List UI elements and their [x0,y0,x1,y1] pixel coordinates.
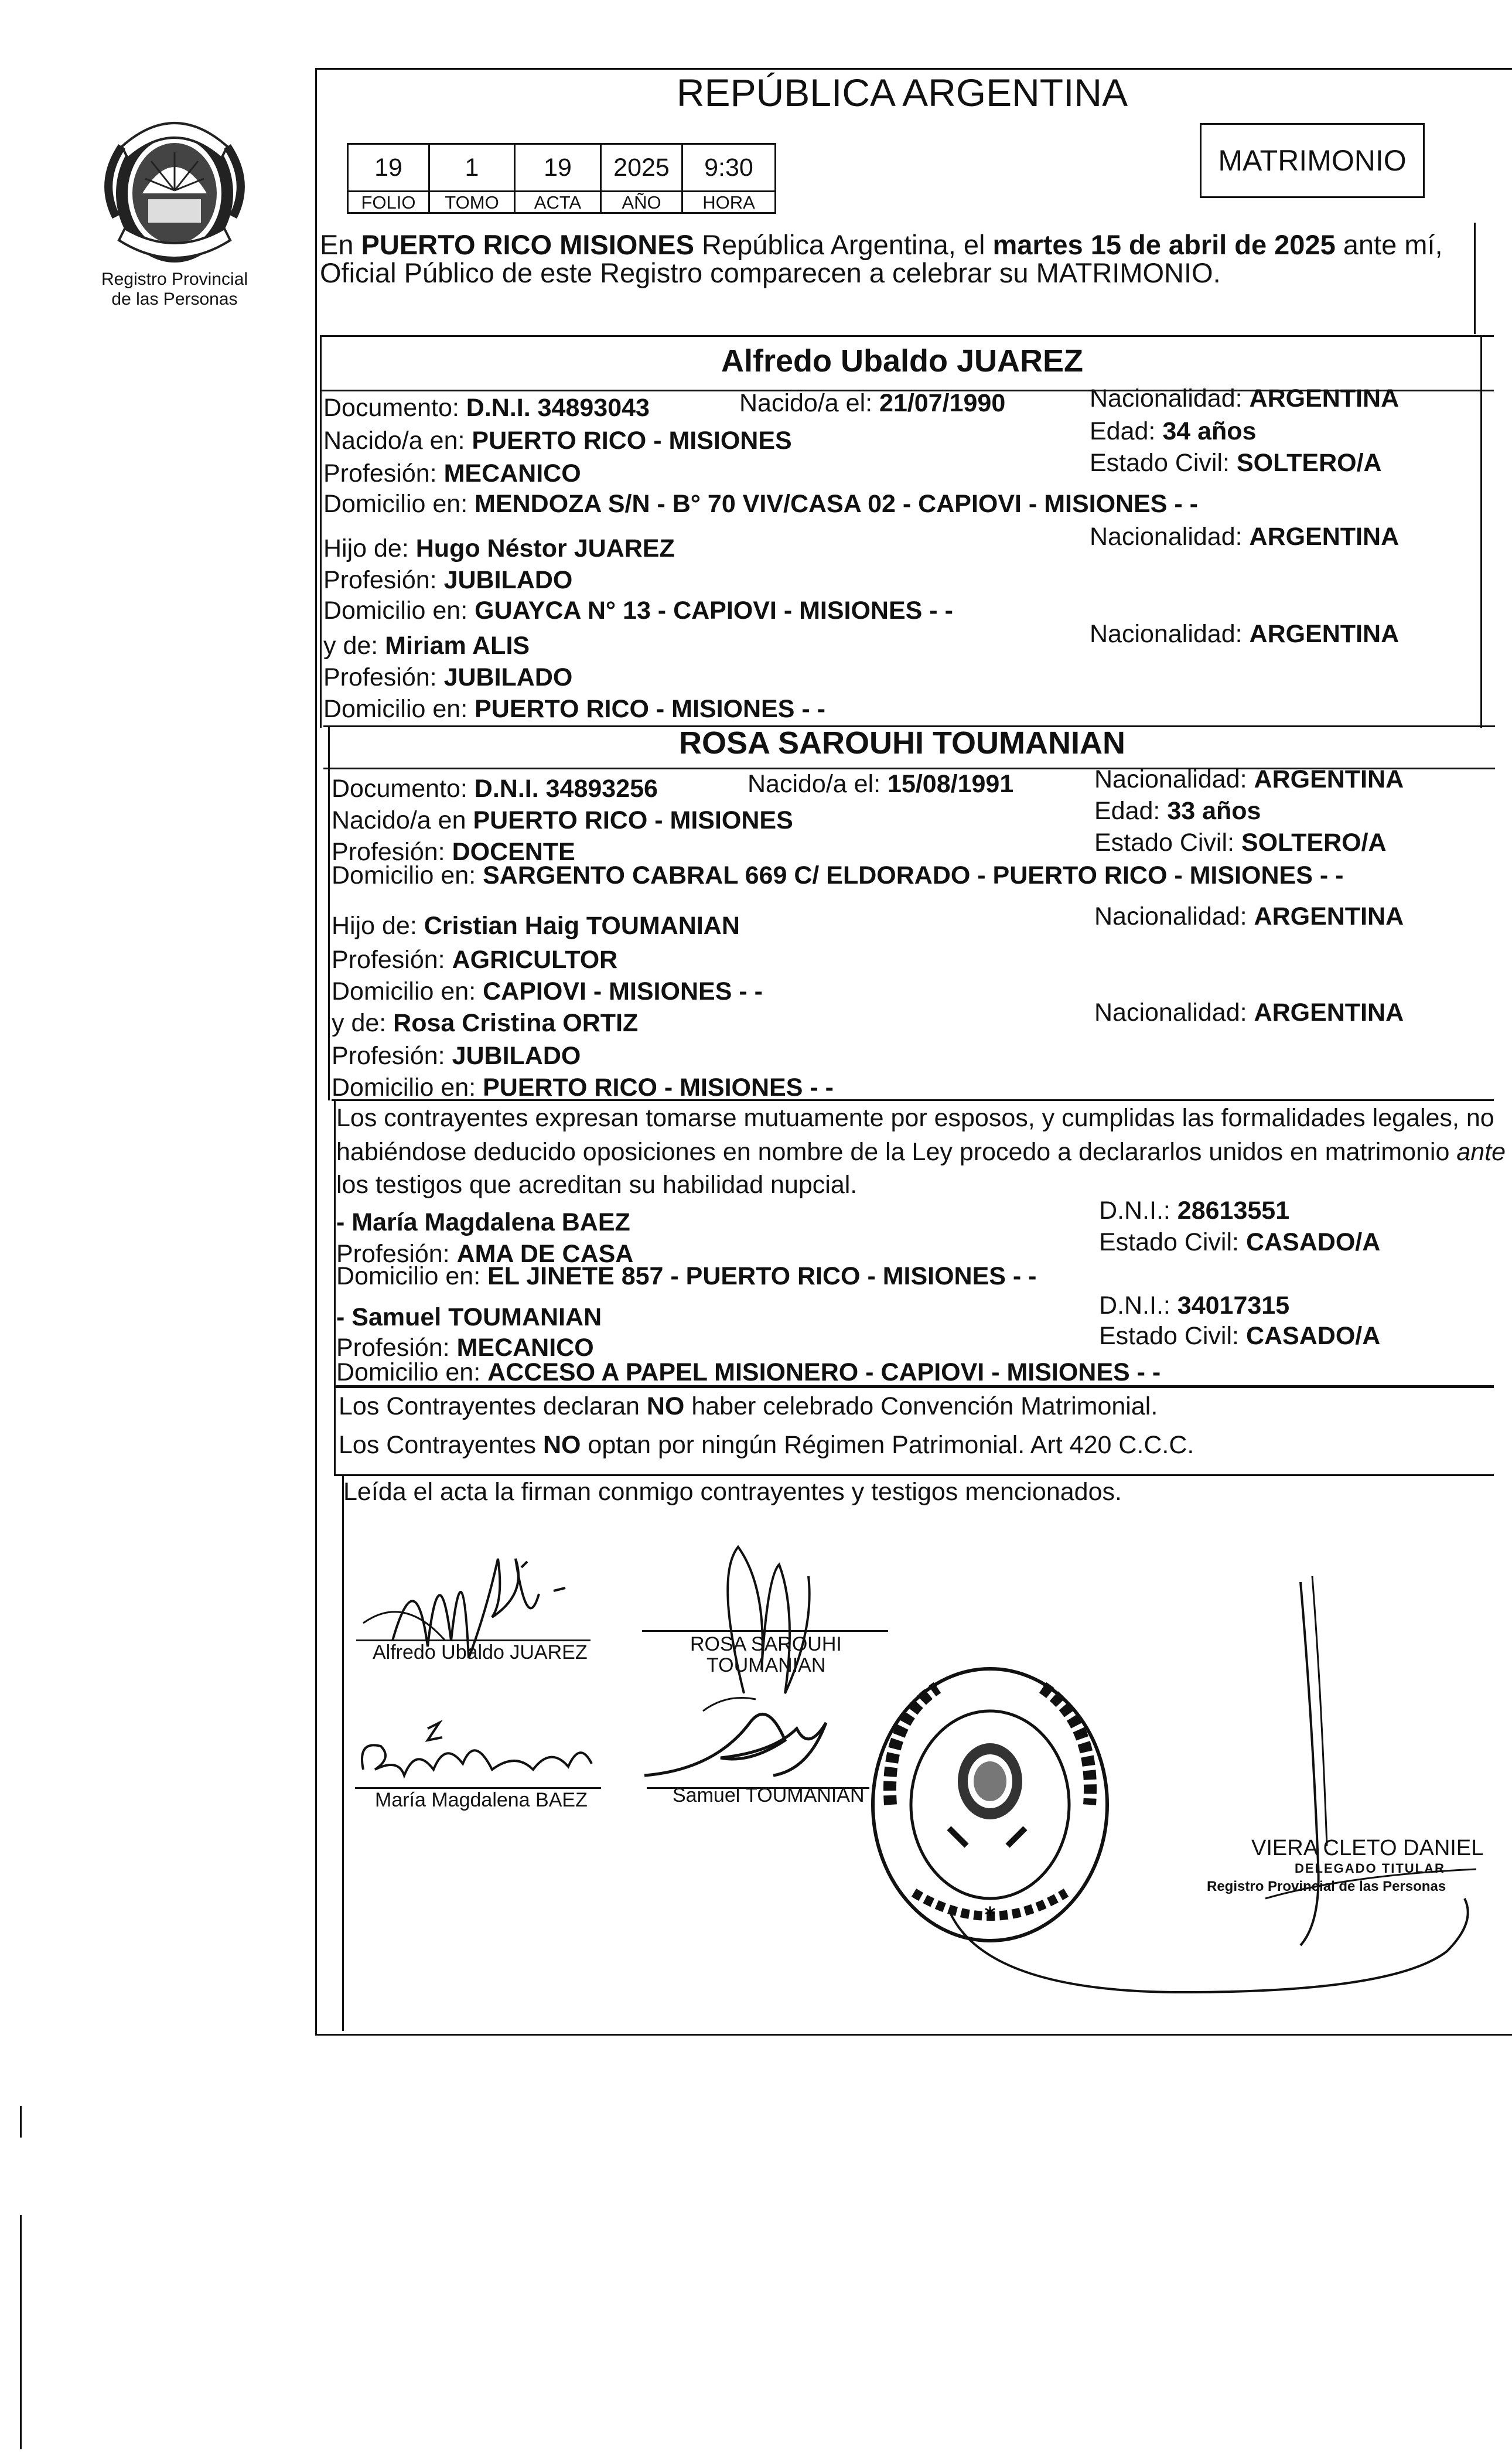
spouse1-father-profession: Profesión: JUBILADO [323,566,573,594]
registry-logo [87,105,262,275]
spouse2-profession: Profesión: DOCENTE [332,838,575,866]
scan-mark [20,2215,22,2449]
official-organization: Registro Provincial de las Personas [1207,1879,1446,1894]
declaration-line-1: Los contrayentes expresan tomarse mutuamente por esposos, y cumplidas las formalidades legales, no [336,1104,1494,1132]
convention-statement: Los Contrayentes declaran NO haber celebrado Convención Matrimonial. [339,1392,1158,1420]
hora-value: 9:30 [681,143,776,192]
section-border [328,725,330,1100]
hora-label: HORA [681,190,776,214]
witness2-address: Domicilio en: ACCESO A PAPEL MISIONERO - CAPIOVI - MISIONES - - [336,1358,1161,1386]
spouse1-nationality: Nacionalidad: ARGENTINA [1090,384,1400,413]
official-signature [890,1570,1494,2004]
registry-line-1: Registro Provincial [101,270,248,289]
divider [332,1099,1494,1101]
signature-label-3: María Magdalena BAEZ [375,1789,588,1811]
spouse2-name: ROSA SAROUHI TOUMANIAN [678,725,1125,761]
spouse2-father-profession: Profesión: AGRICULTOR [332,946,618,974]
witness2-profession: Profesión: MECANICO [336,1334,594,1362]
divider [334,1474,1494,1476]
section-border [334,1099,336,1474]
witness1-profession: Profesión: AMA DE CASA [336,1240,634,1268]
acta-label: ACTA [514,190,602,214]
spouse2-birthplace: Nacido/a en PUERTO RICO - MISIONES [332,806,793,834]
intro-text-c: ante mí, [1335,229,1443,260]
intro-date: martes 15 de abril de 2025 [992,229,1336,260]
signature-label-2b: TOUMANIAN [706,1654,826,1676]
signature-label-4: Samuel TOUMANIAN [673,1784,865,1806]
scan-mark [20,2106,22,2138]
intro-line-1 [320,230,1443,260]
signature-alfredo [351,1523,598,1676]
spouse2-mother-nationality: Nacionalidad: ARGENTINA [1094,998,1404,1027]
spouse1-document: Documento: D.N.I. 34893043 [323,394,650,422]
intro-text-a: En [320,229,361,260]
folio-label: FOLIO [347,190,430,214]
spouse1-birthplace: Nacido/a en: PUERTO RICO - MISIONES [323,427,792,455]
spouse2-document: Documento: D.N.I. 34893256 [332,775,658,803]
act-type-box: MATRIMONIO [1200,123,1425,198]
province-shield-icon [87,105,262,275]
spouse1-mother-nationality: Nacionalidad: ARGENTINA [1090,620,1400,648]
intro-line-2: Oficial Público de este Registro comparecen a celebrar su MATRIMONIO. [320,257,1221,288]
signature-label-1: Alfredo Ubaldo JUAREZ [373,1641,588,1664]
witness1-dni: D.N.I.: 28613551 [1099,1197,1290,1225]
divider [334,1385,1494,1388]
intro-place: PUERTO RICO MISIONES [361,229,694,260]
acta-value: 19 [514,143,602,192]
section-border [1480,335,1482,728]
section-border [320,335,322,728]
spouse1-mother-profession: Profesión: JUBILADO [323,663,573,691]
folio-value: 19 [347,143,430,192]
witness1-name: - María Magdalena BAEZ [336,1208,630,1236]
spouse1-name: Alfredo Ubaldo JUAREZ [721,343,1084,379]
regime-statement: Los Contrayentes NO optan por ningún Régimen Patrimonial. Art 420 C.C.C. [339,1431,1194,1459]
signature-label-2a: ROSA SAROUHI [690,1633,842,1655]
ano-value: 2025 [600,143,683,192]
spouse2-father-address: Domicilio en: CAPIOVI - MISIONES - - [332,977,763,1005]
witness2-civil-status: Estado Civil: CASADO/A [1099,1322,1381,1350]
registry-name [69,270,280,309]
spouse1-father-address: Domicilio en: GUAYCA N° 13 - CAPIOVI - MISIONES - - [323,596,953,625]
spouse2-father: Hijo de: Cristian Haig TOUMANIAN [332,912,740,940]
spouse2-father-nationality: Nacionalidad: ARGENTINA [1094,902,1404,930]
svg-text:*: * [984,1903,996,1927]
spouse2-nationality: Nacionalidad: ARGENTINA [1094,765,1404,793]
tomo-value: 1 [428,143,516,192]
divider [320,335,1494,337]
spouse1-mother-address: Domicilio en: PUERTO RICO - MISIONES - - [323,695,825,723]
document-title: REPÚBLICA ARGENTINA [676,71,1128,114]
official-role: DELEGADO TITULAR [1295,1861,1445,1876]
witness2-dni: D.N.I.: 34017315 [1099,1291,1290,1320]
spouse2-mother-profession: Profesión: JUBILADO [332,1042,581,1070]
tomo-label: TOMO [428,190,516,214]
spouse1-birthdate: Nacido/a el: 21/07/1990 [739,389,1006,417]
right-edge-mark [1474,223,1476,334]
spouse1-father: Hijo de: Hugo Néstor JUAREZ [323,534,675,563]
spouse1-mother: y de: Miriam ALIS [323,632,530,660]
spouse2-age: Edad: 33 años [1094,797,1261,825]
spouse1-address: Domicilio en: MENDOZA S/N - B° 70 VIV/CASA 02 - CAPIOVI - MISIONES - - [323,490,1198,518]
spouse2-mother: y de: Rosa Cristina ORTIZ [332,1009,639,1037]
witness2-name: - Samuel TOUMANIAN [336,1303,602,1331]
declaration-line-3: los testigos que acreditan su habilidad nupcial. [336,1171,858,1199]
intro-text-b: República Argentina, el [694,229,993,260]
spouse2-birthdate: Nacido/a el: 15/08/1991 [748,770,1014,798]
spouse2-civil-status: Estado Civil: SOLTERO/A [1094,829,1387,857]
official-name: VIERA CLETO DANIEL [1251,1836,1484,1860]
spouse1-profession: Profesión: MECANICO [323,459,581,488]
registry-line-2: de las Personas [111,289,238,309]
signature-samuel [633,1688,879,1793]
spouse1-civil-status: Estado Civil: SOLTERO/A [1090,449,1382,477]
witness1-civil-status: Estado Civil: CASADO/A [1099,1228,1381,1256]
declaration-line-2: habiéndose deducido oposiciones en nombre de la Ley procedo a declararlos unidos en matrimonio ante [336,1138,1506,1166]
ano-label: AÑO [600,190,683,214]
spouse1-father-nationality: Nacionalidad: ARGENTINA [1090,523,1400,551]
spouse2-mother-address: Domicilio en: PUERTO RICO - MISIONES - - [332,1073,834,1102]
spouse2-address: Domicilio en: SARGENTO CABRAL 669 C/ ELDORADO - PUERTO RICO - MISIONES - - [332,861,1344,889]
witness1-address: Domicilio en: EL JINETE 857 - PUERTO RICO - MISIONES - - [336,1262,1037,1290]
spouse1-age: Edad: 34 años [1090,417,1257,445]
signature-maria [340,1705,621,1799]
closing-statement: Leída el acta la firman conmigo contrayentes y testigos mencionados. [343,1478,1122,1506]
